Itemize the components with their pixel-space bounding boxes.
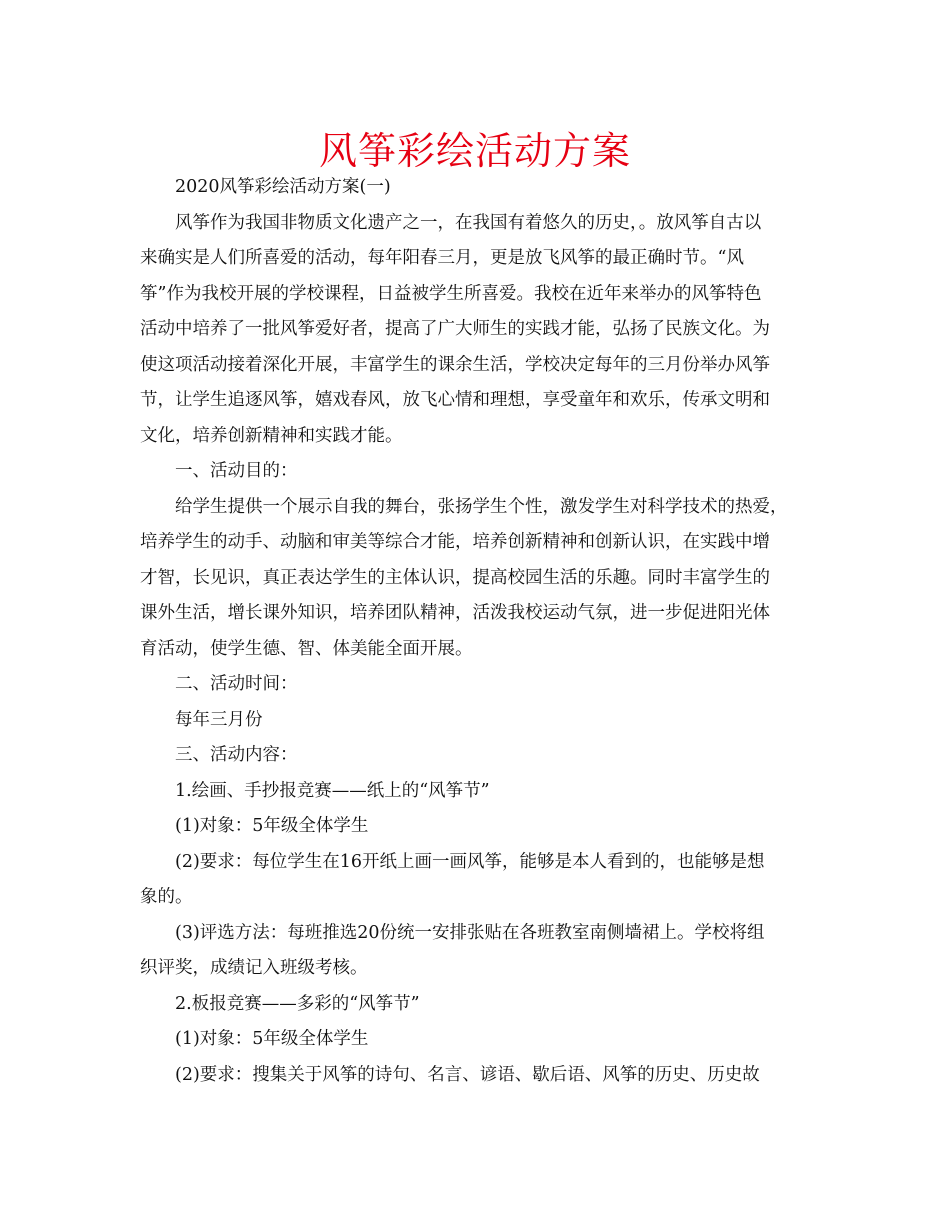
section-heading-content: 三、活动内容： (175, 745, 298, 765)
paragraph-line: 给学生提供一个展示自我的舞台，张扬学生个性，激发学生对科学技术的热爱， (175, 496, 788, 517)
paragraph-line: (3)评选方法：每班推选20份统一安排张贴在各班教室南侧墙裙上。学校将组 (175, 922, 765, 943)
paragraph-line: 节，让学生追逐风筝，嬉戏春风，放飞心情和理想，享受童年和欢乐，传承文明和 (140, 390, 770, 410)
paragraph-line: (2)要求：每位学生在16开纸上画一画风筝，能够是本人看到的，也能够是想 (175, 851, 765, 872)
document-subtitle: 2020风筝彩绘活动方案(一) (175, 177, 391, 197)
paragraph-line: 活动中培养了一批风筝爱好者，提高了广大师生的实践才能，弘扬了民族文化。为 (140, 319, 770, 339)
paragraph-line: 筝”作为我校开展的学校课程，日益被学生所喜爱。我校在近年来举办的风筝特色 (140, 283, 762, 304)
section-heading-time: 二、活动时间： (175, 674, 298, 694)
paragraph-line: 育活动，使学生德、智、体美能全面开展。 (140, 638, 473, 659)
document-body (140, 170, 820, 1093)
time-text: 每年三月份 (175, 709, 263, 730)
paragraph-line: 使这项活动接着深化开展，丰富学生的课余生活，学校决定每年的三月份举办风筝 (140, 354, 770, 375)
item1-requirement (140, 845, 820, 916)
paragraph-line: 培养学生的动手、动脑和审美等综合才能，培养创新精神和创新认识，在实践中增 (140, 532, 770, 552)
item2-requirement (140, 1058, 820, 1094)
paragraph-line: 风筝作为我国非物质文化遗产之一，在我国有着悠久的历史，。放风筝自古以 (175, 212, 762, 233)
paragraph-line: 文化，培养创新精神和实践才能。 (140, 425, 403, 446)
paragraph-line: 来确实是人们所喜爱的活动，每年阳春三月，更是放飞风筝的最正确时节。“风 (140, 248, 744, 268)
item2-title: 2.板报竞赛——多彩的“风筝节” (175, 993, 420, 1014)
item1-target: (1)对象：5年级全体学生 (175, 816, 369, 836)
paragraph-line: (2)要求：搜集关于风筝的诗句、名言、谚语、歇后语、风筝的历史、历史故 (175, 1064, 760, 1085)
paragraph-line: 才智，长见识，真正表达学生的主体认识，提高校园生活的乐趣。同时丰富学生的 (140, 567, 770, 588)
paragraph-line: 象的。 (140, 887, 193, 907)
purpose-paragraph (140, 490, 820, 668)
section-heading-purpose: 一、活动目的： (175, 461, 298, 481)
paragraph-line: 课外生活，增长课外知识，培养团队精神，活泼我校运动气氛，进一步促进阳光体 (140, 603, 770, 623)
document-title: 风筝彩绘活动方案 (318, 129, 631, 173)
item1-title: 1.绘画、手抄报竞赛——纸上的“风筝节” (175, 780, 490, 801)
item2-target: (1)对象：5年级全体学生 (175, 1029, 369, 1049)
paragraph-line: 织评奖，成绩记入班级考核。 (140, 958, 368, 978)
item1-evaluation (140, 916, 820, 987)
intro-paragraph (140, 206, 820, 455)
